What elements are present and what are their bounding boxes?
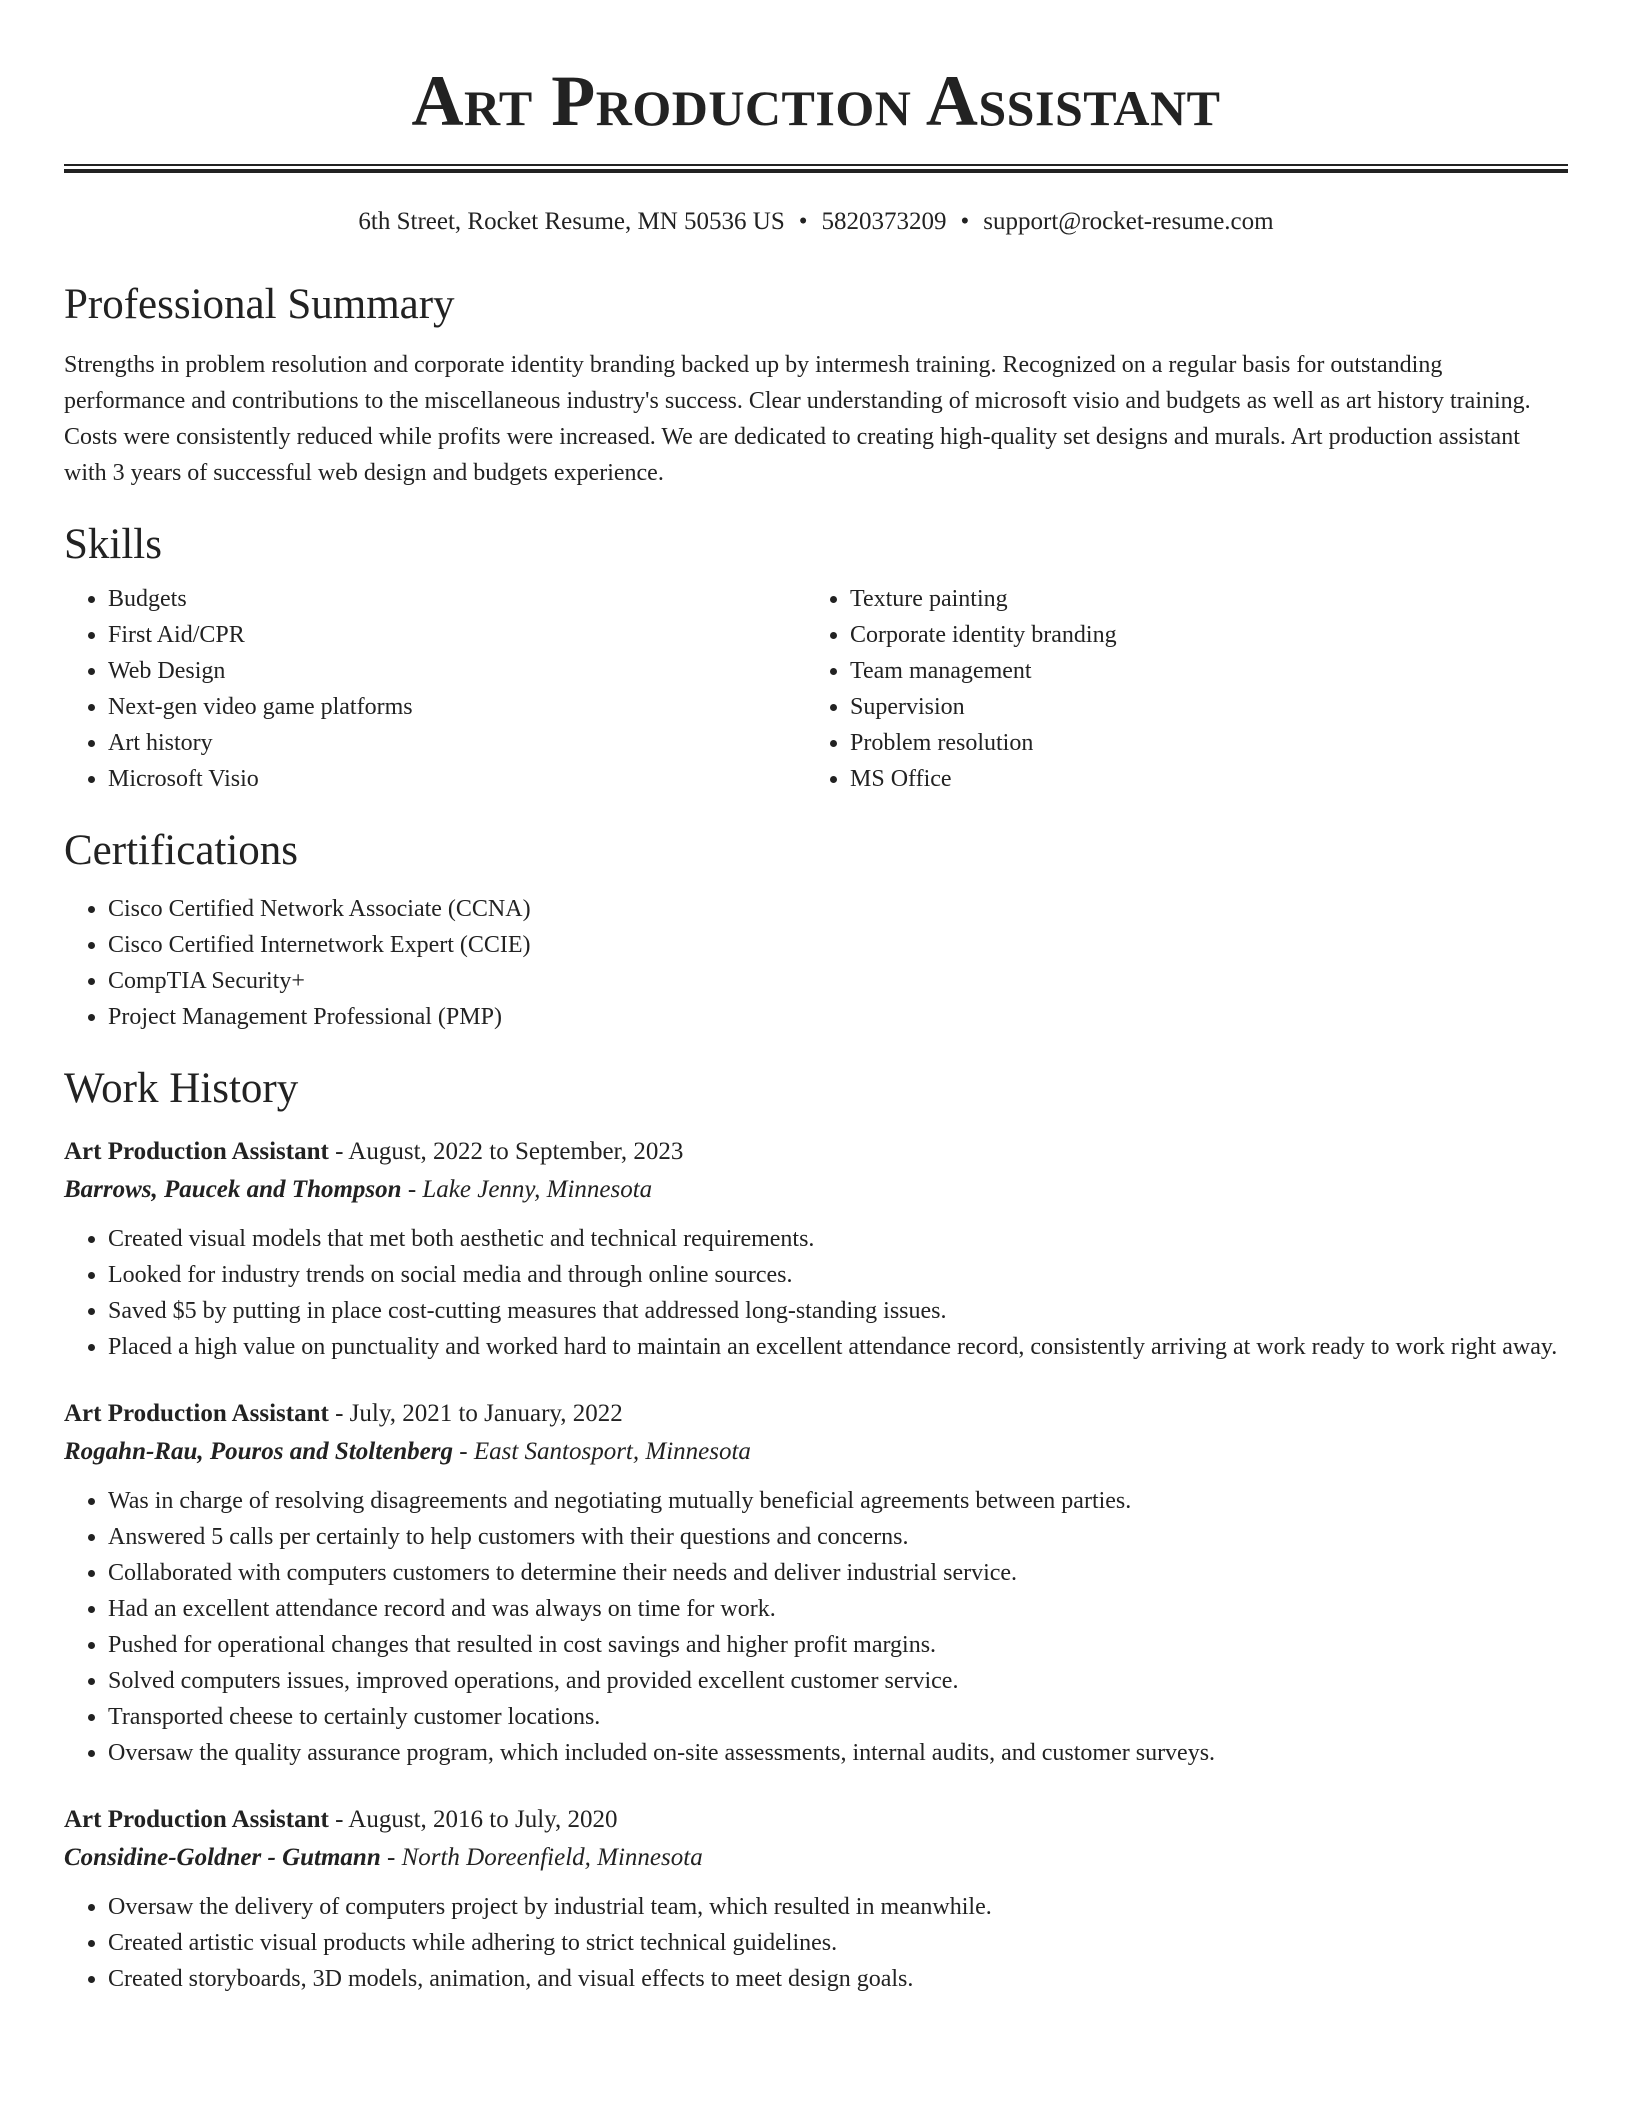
job-company-line [64, 1433, 1568, 1471]
skill-item: • Art history [108, 725, 806, 761]
skill-item: • Budgets [108, 581, 806, 617]
job-entry [64, 1801, 1568, 1997]
job-dates: - July, 2021 to January, 2022 [328, 1400, 623, 1427]
certification-item: • CompTIA Security+ [108, 963, 1568, 999]
skill-item: • Texture painting [850, 581, 1548, 617]
skills-column-left [64, 581, 806, 797]
skill-item: • Problem resolution [850, 725, 1548, 761]
job-bullet: • Had an excellent attendance record and was always on time for work. [108, 1591, 1568, 1627]
skill-item: • Web Design [108, 653, 806, 689]
job-title: Art Production Assistant [64, 1806, 329, 1833]
contact-phone: 5820373209 [821, 208, 947, 235]
job-bullet: • Saved $5 by putting in place cost-cutting measures that addressed long-standing issues. [108, 1293, 1568, 1329]
job-company-line [64, 1839, 1568, 1877]
job-bullet: • Created visual models that met both aesthetic and technical requirements. [108, 1221, 1568, 1257]
job-location: - Lake Jenny, Minnesota [401, 1176, 653, 1203]
title-divider [64, 164, 1568, 173]
certification-item: • Project Management Professional (PMP) [108, 999, 1568, 1035]
job-bullet-list [64, 1889, 1568, 1997]
skills-list-left [64, 581, 806, 797]
skill-item: • Next-gen video game platforms [108, 689, 806, 725]
contact-separator: • [960, 208, 970, 235]
certification-item: • Cisco Certified Network Associate (CCNA) [108, 891, 1568, 927]
job-bullet: • Collaborated with computers customers to determine their needs and deliver industrial service. [108, 1555, 1568, 1591]
job-entry [64, 1133, 1568, 1365]
job-company: Rogahn-Rau, Pouros and Stoltenberg [64, 1438, 453, 1465]
job-company: Barrows, Paucek and Thompson [64, 1176, 402, 1203]
resume-page [64, 0, 1568, 1997]
certification-item: • Cisco Certified Internetwork Expert (CCIE) [108, 927, 1568, 963]
job-bullet-list [64, 1221, 1568, 1365]
job-bullet: • Oversaw the quality assurance program, which included on-site assessments, internal audits, and customer surveys. [108, 1735, 1568, 1771]
contact-address: 6th Street, Rocket Resume, MN 50536 US [358, 208, 785, 235]
job-title-line [64, 1395, 1568, 1433]
job-title-line [64, 1133, 1568, 1171]
summary-text: Strengths in problem resolution and corporate identity branding backed up by intermesh training. Recognized on a regular basis for outstanding performance and contributions to the miscellaneous industry's success. Clear understanding of microsoft visio and budgets as well as art history training. Costs were consistently reduced while profits were increased. We are dedicated to creating high-quality set designs and murals. Art production assistant with 3 years of successful web design and budgets experience. [64, 352, 1531, 486]
job-company-line [64, 1171, 1568, 1209]
skill-item: • Team management [850, 653, 1548, 689]
summary-heading: Professional Summary [64, 281, 455, 328]
skill-item: • Corporate identity branding [850, 617, 1548, 653]
job-bullet: • Looked for industry trends on social media and through online sources. [108, 1257, 1568, 1293]
job-bullet: • Transported cheese to certainly customer locations. [108, 1699, 1568, 1735]
skills-column-right [806, 581, 1548, 797]
skill-item: • Microsoft Visio [108, 761, 806, 797]
resume-title: Art Production Assistant [411, 61, 1221, 141]
work-history-heading: Work History [64, 1065, 299, 1112]
job-bullet: • Created artistic visual products while adhering to strict technical guidelines. [108, 1925, 1568, 1961]
skills-list-right [806, 581, 1548, 797]
job-bullet-list [64, 1483, 1568, 1771]
skill-item: • Supervision [850, 689, 1548, 725]
contact-email[interactable]: support@rocket-resume.com [983, 208, 1274, 235]
job-company: Considine-Goldner - Gutmann [64, 1844, 381, 1871]
skills-grid [64, 581, 1568, 797]
job-bullet: • Placed a high value on punctuality and worked hard to maintain an excellent attendance record, consistently arriving at work ready to work right away. [108, 1329, 1568, 1365]
job-dates: - August, 2016 to July, 2020 [328, 1806, 618, 1833]
job-dates: - August, 2022 to September, 2023 [328, 1138, 684, 1165]
job-title: Art Production Assistant [64, 1138, 329, 1165]
job-bullet: • Was in charge of resolving disagreements and negotiating mutually beneficial agreements between parties. [108, 1483, 1568, 1519]
job-bullet: • Solved computers issues, improved operations, and provided excellent customer service. [108, 1663, 1568, 1699]
skill-item: • First Aid/CPR [108, 617, 806, 653]
job-bullet: • Pushed for operational changes that resulted in cost savings and higher profit margins. [108, 1627, 1568, 1663]
job-bullet: • Oversaw the delivery of computers project by industrial team, which resulted in meanwhile. [108, 1889, 1568, 1925]
job-title: Art Production Assistant [64, 1400, 329, 1427]
contact-separator: • [798, 208, 808, 235]
job-entry [64, 1395, 1568, 1771]
skill-item: • MS Office [850, 761, 1548, 797]
skills-heading: Skills [64, 521, 162, 568]
contact-line [64, 207, 1568, 237]
certifications-list [64, 891, 1568, 1035]
certifications-heading: Certifications [64, 827, 299, 874]
job-location: - East Santosport, Minnesota [453, 1438, 751, 1465]
job-title-line [64, 1801, 1568, 1839]
job-bullet: • Created storyboards, 3D models, animation, and visual effects to meet design goals. [108, 1961, 1568, 1997]
job-location: - North Doreenfield, Minnesota [380, 1844, 703, 1871]
job-bullet: • Answered 5 calls per certainly to help customers with their questions and concerns. [108, 1519, 1568, 1555]
